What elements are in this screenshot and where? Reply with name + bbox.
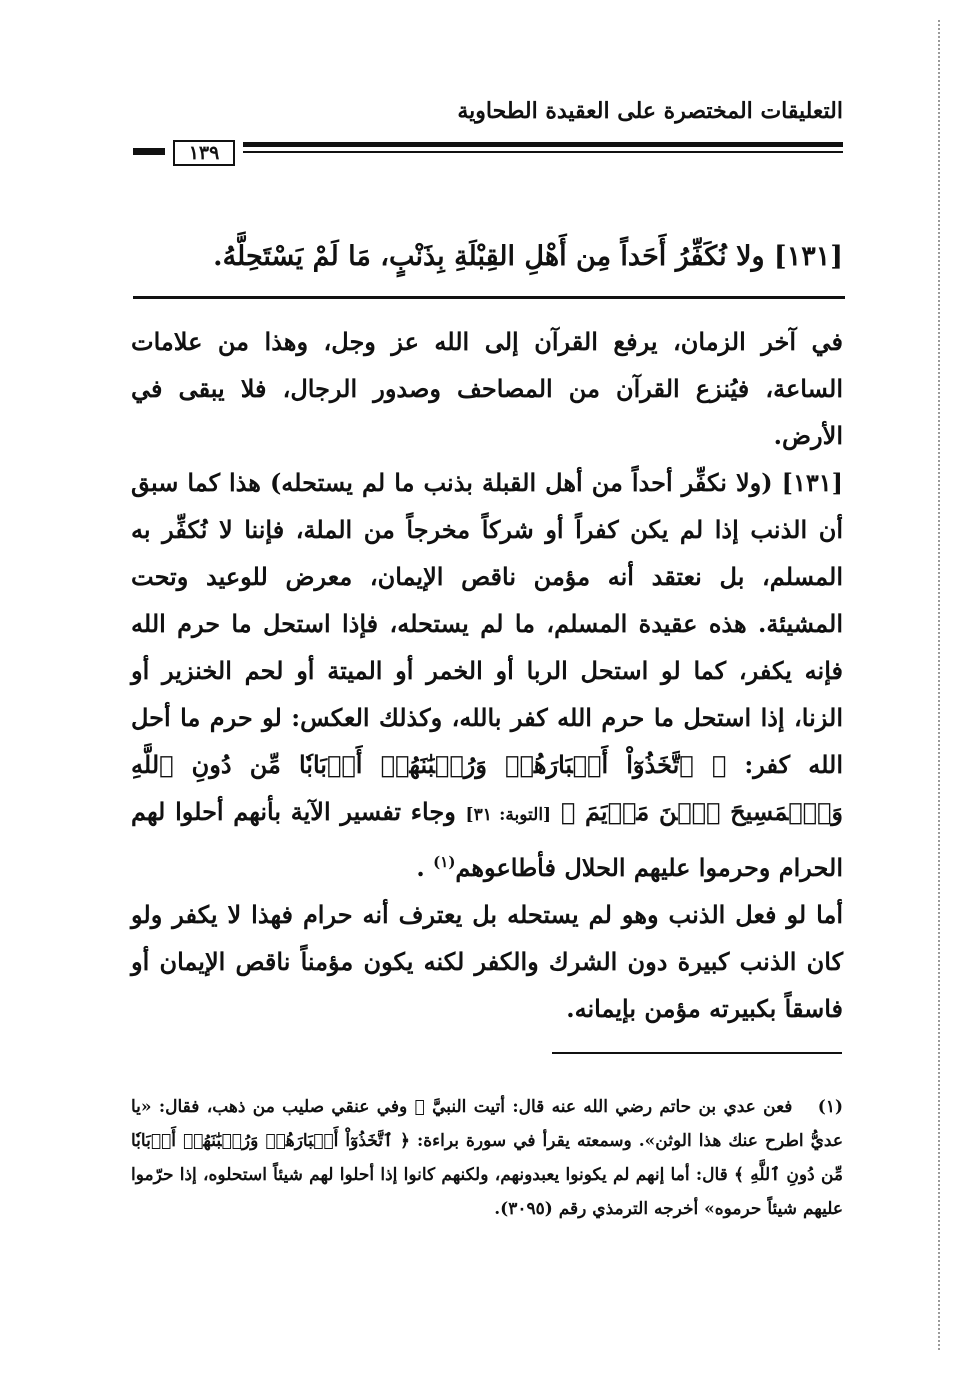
running-title: التعليقات المختصرة على العقيدة الطحاوية (457, 98, 843, 124)
page-edge-dotted-line (938, 20, 940, 1350)
footnote-rule (552, 1052, 842, 1054)
footnote-text: قال: أما إنهم لم يكونوا يعبدونهم، ولكنهم كانوا إذا أحلوا لهم شيئاً استحلوه، إذا حرّموا عليهم شيئاً حرموه» أخرجه الترمذي رقم (٣٠٩٥). (131, 1165, 843, 1219)
paragraph (131, 891, 843, 1032)
matn-ref-number: [١٣١] (773, 241, 843, 272)
paragraph-text: أما لو فعل الذنب وهو لم يستحله بل يعترف أنه حرام فهذا لا يكفر ولو كان الذنب كبيرة دون الشرك والكفر لكنه يكون مؤمناً ناقص الإيمان أو فاسقاً بكبيرته مؤمن بإيمانه. (131, 900, 843, 1023)
footnote (131, 1090, 843, 1226)
header-bar (133, 140, 843, 164)
footnote-text: فعن عدي بن حاتم رضي الله عنه قال: أتيت النبيَّ ﷺ وفي عنقي صليب من ذهب، فقال: «يا عديُّ اطرح عنك هذا الوثن». وسمعته يقرأ في سورة براءة: (131, 1097, 844, 1151)
footnote-verse: ﴿ ٱتَّخَذُوٓاْ أَحۡبَارَهُمۡ وَرُهۡبَٰنَهُمۡ أَرۡبَابٗا مِّن دُونِ ٱللَّهِ ﴾ (131, 1131, 843, 1185)
paragraph-text: وجاء تفسير الآية بأنهم أحلوا لهم الحرام وحرموا عليهم الحلال فأطاعوهم (131, 797, 843, 882)
verse-citation: [التوبة: ٣١] (465, 805, 552, 825)
footnote-marker: (١) (433, 853, 456, 871)
page-number: ١٣٩ (173, 140, 235, 166)
commentary-body (131, 318, 843, 1032)
header-rule-thin (243, 151, 843, 153)
final-period: . (416, 853, 425, 882)
paragraph (131, 318, 843, 459)
paragraph-text: في آخر الزمان، يرفع القرآن إلى الله عز وجل، وهذا من علامات الساعة، فيُنزع القرآن من المصاحف وصدور الرجال، فلا يبقى في الأرض. (131, 327, 843, 450)
paragraph-ref-number: [١٣١] (781, 468, 844, 497)
matn-separator-rule (133, 296, 845, 299)
footnote-number: (١) (817, 1097, 843, 1117)
quran-verse: ﴿ ٱتَّخَذُوٓاْ أَحۡبَارَهُمۡ وَرُهۡبَٰنَهُمۡ أَرۡبَابٗا مِّن دُونِ ٱللَّهِ وَٱلۡمَسِيحَ ٱبۡنَ مَرۡيَمَ ﴾ (131, 750, 843, 826)
header-left-stub (133, 148, 165, 155)
matn-line (133, 236, 843, 278)
matn-text: ولا نُكَفِّرُ أَحَداً مِن أَهْلِ القِبْلَةِ بِذَنْبٍ، مَا لَمْ يَسْتَحِلَّهُ. (213, 241, 765, 272)
paragraph (131, 459, 843, 891)
paragraph-text: (ولا نكفِّر أحداً من أهل القبلة بذنب ما لم يستحله) هذا كما سبق أن الذنب إذا لم يكن كفراً أو شركاً مخرجاً من الملة، فإننا لا نُكفِّر به المسلم، بل نعتقد أنه مؤمن ناقص الإيمان، معرض للوعيد وتحت المشيئة. هذه عقيدة المسلم، ما لم يستحله، فإذا استحل ما حرم الله فإنه يكفر، كما لو استحل الربا أو الخمر أو الميتة أو لحم الخنزير أو الزنا، إذا استحل ما حرم الله كفر بالله، وكذلك العكس: لو حرم ما أحل الله كفر: (131, 468, 844, 779)
header-rule-thick (243, 142, 843, 147)
